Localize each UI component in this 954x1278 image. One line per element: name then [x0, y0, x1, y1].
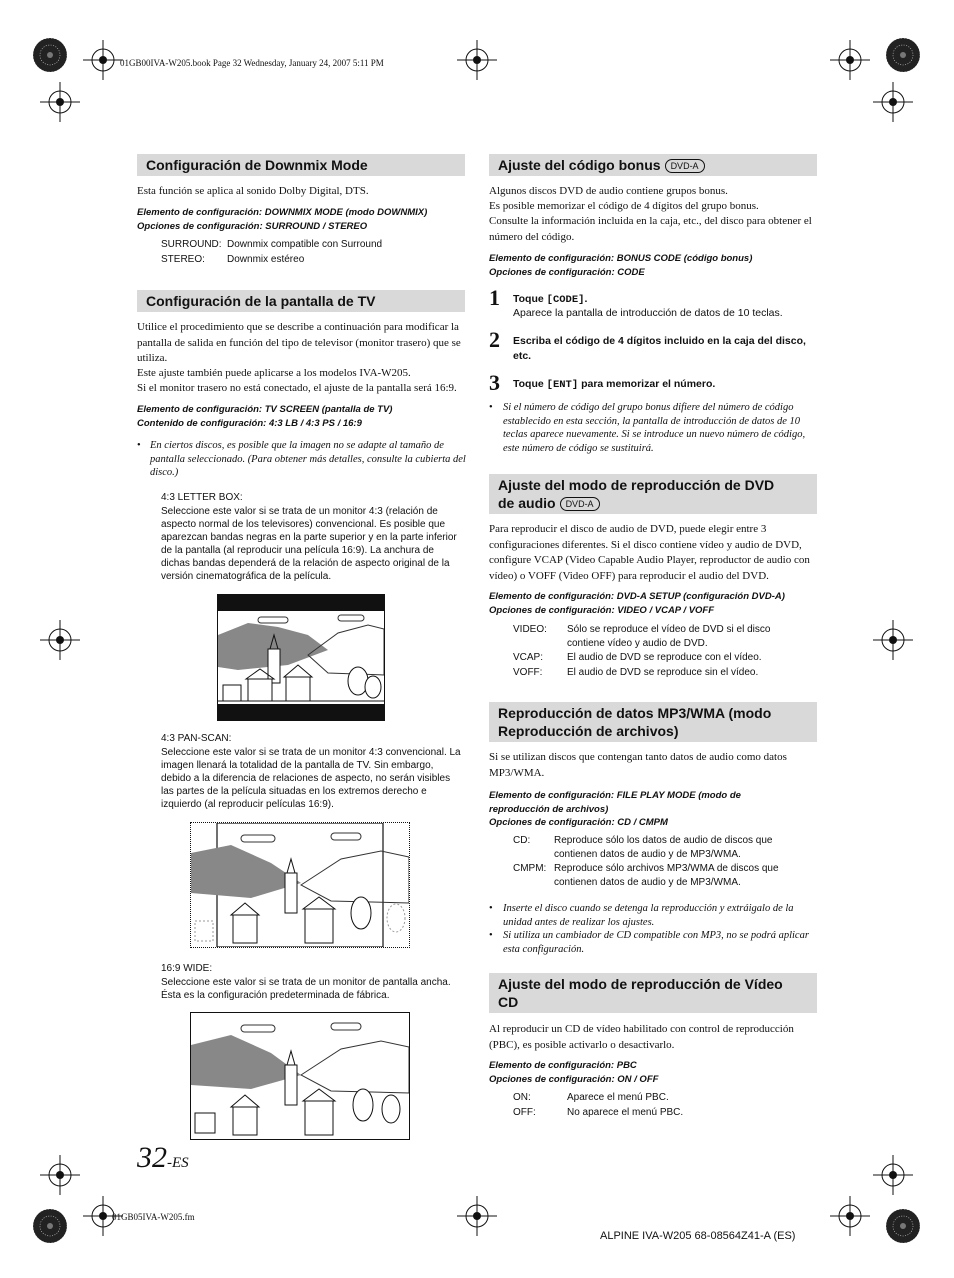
tv-paragraph-3: Si el monitor trasero no está conectado, el ajuste de la pantalla será 16:9.: [137, 382, 457, 394]
wide-illustration: [190, 1012, 410, 1140]
tv-note-text: En ciertos discos, es posible que la imagen no se adapte al tamaño de pantalla seleccionado. (Para obtener más detalles, consulte la cubierta del disco.): [150, 440, 466, 478]
bonus-config-options: Opciones de configuración: CODE: [489, 267, 645, 278]
vcd-config-options: Opciones de configuración: ON / OFF: [489, 1074, 659, 1085]
step-number: 2: [489, 327, 500, 352]
option-value: Aparece el menú PBC.: [567, 1092, 669, 1103]
bonus-note: [489, 401, 815, 455]
section-title-tv-screen: Configuración de la pantalla de TV: [137, 290, 465, 312]
dvda-title-line-2: de audio: [498, 495, 556, 511]
bullet: •: [489, 903, 493, 914]
bullet: •: [489, 930, 493, 941]
vcd-config-item: Elemento de configuración: PBC: [489, 1060, 637, 1071]
dvda-config-item: Elemento de configuración: DVD-A SETUP (configuración DVD-A): [489, 591, 785, 602]
bonus-paragraph-3: Consulte la información incluida en la caja, etc., del disco para obtener el número del código.: [489, 215, 812, 243]
bonus-config-item: Elemento de configuración: BONUS CODE (código bonus): [489, 253, 753, 264]
option-value: Downmix compatible con Surround: [227, 239, 383, 250]
step-1-result: Aparece la pantalla de introducción de datos de 10 teclas.: [513, 307, 783, 319]
option-key: VCAP:: [513, 652, 544, 663]
dvda-title-line-1: Ajuste del modo de reproducción de DVD: [498, 477, 775, 493]
downmix-config-item: Elemento de configuración: DOWNMIX MODE (modo DOWNMIX): [137, 207, 428, 218]
mp3-title-line-2: Reproducción de archivos): [498, 723, 679, 739]
bonus-paragraph-2: Es posible memorizar el código de 4 dígitos del grupo bonus.: [489, 200, 759, 212]
mp3-note-1: [489, 902, 817, 929]
wide-title: 16:9 WIDE:: [161, 963, 213, 974]
vcd-paragraph: Al reproducir un CD de vídeo habilitado con control de reproducción (PBC), es posible activarlo o desactivarlo.: [489, 1023, 794, 1051]
option-key: ON:: [513, 1092, 531, 1103]
letterbox-text: Seleccione este valor si se trata de un monitor 4:3 (relación de aspecto normal de los televisores) convencional. Es posible que aparezcan bandas negras en la parte superior y en la parte inferior de la pantalla (al reproducir una película 16:9). La anchura de dichas bandas dependerá de la relación de aspecto original de la versión cinematográfica de la película.: [161, 506, 457, 582]
section-title-bonus: [489, 154, 817, 176]
tv-config-content: Contenido de configuración: 4:3 LB / 4:3 PS / 16:9: [137, 418, 362, 429]
tv-note: [137, 439, 470, 480]
option-key: OFF:: [513, 1107, 536, 1118]
code-key: [CODE]: [546, 294, 585, 306]
section-title-dvda: [489, 474, 817, 514]
downmix-intro: Esta función se aplica al sonido Dolby Digital, DTS.: [137, 185, 369, 197]
mp3-config-item: Elemento de configuración: FILE PLAY MODE (modo de reproducción de archivos): [489, 790, 741, 815]
bullet: •: [137, 440, 141, 451]
bonus-note-text: Si el número de código del grupo bonus difiere del número de código establecido en esta sección, la pantalla de introducción de datos de 10 teclas aparece nuevamente. Si se introduce un nuevo número de código, este número de código se sustituirá.: [503, 402, 806, 454]
option-key: CMPM:: [513, 863, 547, 874]
option-row: [513, 862, 813, 890]
letterbox-illustration: [217, 594, 385, 721]
wide-text: Seleccione este valor si se trata de un monitor de pantalla ancha. Ésta es la configuración predeterminada de fábrica.: [161, 977, 451, 1001]
bonus-title-text: Ajuste del código bonus: [498, 157, 661, 173]
tv-paragraph-2: Este ajuste también puede aplicarse a los modelos IVA-W205.: [137, 367, 411, 379]
option-value: Reproduce sólo archivos MP3/WMA de discos que contienen datos de audio y de MP3/WMA.: [554, 863, 779, 888]
option-row: [513, 834, 813, 862]
panscan-text: Seleccione este valor si se trata de un monitor 4:3 convencional. La imagen llenará la totalidad de la pantalla de TV. Sin embargo, debido a la diferencia de relaciones de aspecto, no serán visibles las partes de la película situadas en los extremos derecho e izquierdo (al reproducir películas 16:9).: [161, 747, 461, 810]
option-value: Downmix estéreo: [227, 254, 305, 265]
option-key: CD:: [513, 835, 531, 846]
dvda-config-options: Opciones de configuración: VIDEO / VCAP / VOFF: [489, 605, 715, 616]
bonus-paragraph-1: Algunos discos DVD de audio contiene grupos bonus.: [489, 185, 728, 197]
option-value: No aparece el menú PBC.: [567, 1107, 684, 1118]
tv-config-item: Elemento de configuración: TV SCREEN (pantalla de TV): [137, 404, 393, 415]
panscan-title: 4:3 PAN-SCAN:: [161, 733, 232, 744]
page-number: [137, 1141, 189, 1175]
section-title-downmix: Configuración de Downmix Mode: [137, 154, 465, 176]
option-row: [513, 623, 813, 651]
mp3-paragraph: Si se utilizan discos que contengan tanto datos de audio como datos MP3/WMA.: [489, 751, 787, 779]
section-title-vcd: [489, 973, 817, 1013]
ent-key: [ENT]: [546, 379, 579, 391]
step-1: Toque [CODE].: [513, 293, 588, 306]
step-3: Toque [ENT] para memorizar el número.: [513, 378, 716, 391]
panscan-illustration: [190, 822, 410, 948]
option-key: STEREO:: [161, 254, 205, 265]
footer-model: ALPINE IVA-W205 68-08564Z41-A (ES): [600, 1230, 796, 1242]
option-value: El audio de DVD se reproduce con el vídeo.: [567, 652, 762, 663]
dvd-a-badge: DVD-A: [665, 159, 705, 173]
step-2: Escriba el código de 4 dígitos incluido en la caja del disco, etc.: [513, 335, 806, 362]
option-value: Reproduce sólo los datos de audio de discos que contienen datos de audio y de MP3/WMA.: [554, 835, 773, 860]
downmix-config-options: Opciones de configuración: SURROUND / STEREO: [137, 221, 368, 232]
option-key: VOFF:: [513, 667, 543, 678]
step-number: 1: [489, 285, 500, 310]
mp3-note-2-text: Si utiliza un cambiador de CD compatible con MP3, no se podrá aplicar esta configuración.: [503, 930, 809, 955]
tv-paragraph-1: Utilice el procedimiento que se describe a continuación para modificar la pantalla de salida en función del tipo de televisor (monitor trasero) que se utiliza.: [137, 321, 461, 364]
footer-file: 01GB05IVA-W205.fm: [112, 1212, 195, 1222]
vcd-title-line-2: CD: [498, 994, 519, 1010]
option-value: El audio de DVD se reproduce sin el vídeo.: [567, 667, 759, 678]
vcd-title-line-1: Ajuste del modo de reproducción de Vídeo: [498, 976, 783, 992]
header-file-info: 01GB00IVA-W205.book Page 32 Wednesday, January 24, 2007 5:11 PM: [120, 58, 384, 68]
bullet: •: [489, 402, 493, 413]
mp3-title-line-1: Reproducción de datos MP3/WMA (modo: [498, 705, 772, 721]
dvda-paragraph: Para reproducir el disco de audio de DVD, puede elegir entre 3 configuraciones diferentes. Si el disco contiene vídeo y audio de DVD, configure VCAP (Video Capable Audio Player, reproductor de audio con vídeo) o VOFF (Video OFF) para reproducir el audio del DVD.: [489, 523, 810, 582]
page-number-suffix: -ES: [167, 1155, 189, 1171]
option-key: VIDEO:: [513, 624, 547, 635]
step-number: 3: [489, 370, 500, 395]
mp3-note-2: [489, 929, 817, 956]
letterbox-title: 4:3 LETTER BOX:: [161, 492, 243, 503]
mp3-note-1-text: Inserte el disco cuando se detenga la reproducción y extráigalo de la unidad antes de realizar los ajustes.: [503, 903, 794, 928]
mp3-config-options: Opciones de configuración: CD / CMPM: [489, 817, 668, 828]
dvd-a-badge: DVD-A: [560, 497, 600, 511]
section-title-mp3: [489, 702, 817, 742]
page-number-value: 32: [137, 1141, 167, 1174]
option-value: Sólo se reproduce el vídeo de DVD si el disco contiene vídeo y audio de DVD.: [567, 624, 771, 649]
option-key: SURROUND:: [161, 239, 222, 250]
